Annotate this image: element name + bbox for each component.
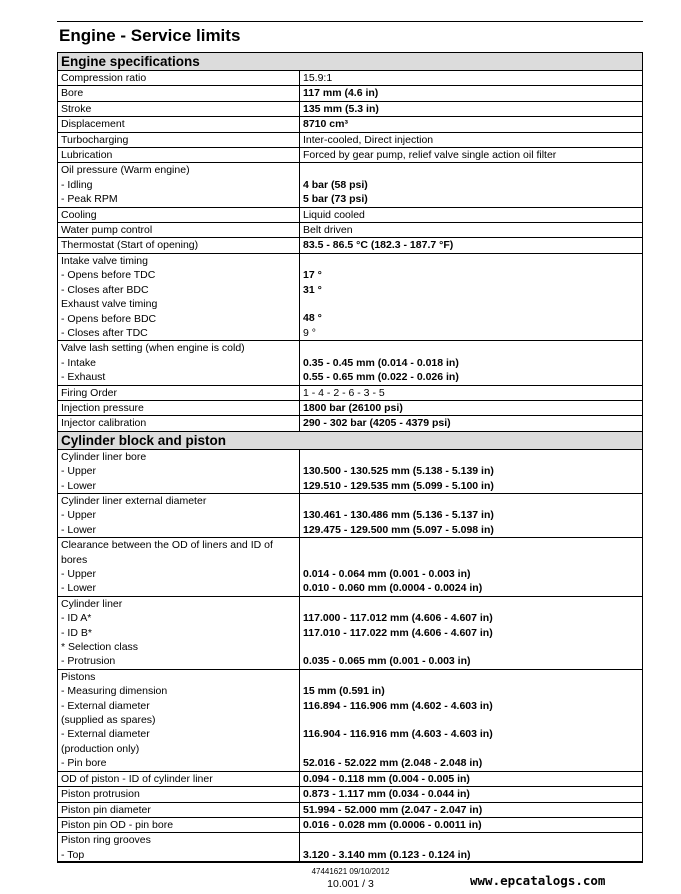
spec-label-cell [58,449,300,493]
spec-value: 0.094 - 0.118 mm (0.004 - 0.005 in) [303,772,470,785]
spec-label: Cylinder liner external diameter [61,494,207,507]
table-row [58,86,643,101]
spec-value: 130.461 - 130.486 mm (5.136 - 5.137 in) [303,509,494,522]
spec-label: Cooling [61,208,97,221]
spec-value [303,341,639,355]
spec-value: 0.55 - 0.65 mm (0.022 - 0.026 in) [303,371,459,384]
spec-label-cell [58,669,300,771]
spec-label: - Closes after TDC [61,326,148,339]
table-row [58,223,643,238]
spec-label: Injector calibration [61,417,147,430]
spec-value-cell [300,253,643,340]
section-heading: Engine specifications [58,53,643,71]
table-row [58,163,643,207]
table-row [58,493,643,537]
spec-label: - Idling [61,178,93,191]
spec-label: Intake valve timing [61,254,148,267]
spec-value: 117.010 - 117.022 mm (4.606 - 4.607 in) [303,626,493,639]
spec-label-cell [58,148,300,163]
table-row [58,787,643,802]
spec-value [303,538,639,552]
spec-value: 8710 cm³ [303,118,348,131]
spec-label-cell [58,596,300,669]
spec-label-cell [58,400,300,415]
spec-label: - Measuring dimension [61,685,168,698]
spec-label: - Opens before TDC [61,269,156,282]
spec-value: 0.010 - 0.060 mm (0.0004 - 0.0024 in) [303,582,483,595]
spec-value-cell [300,833,643,863]
spec-value: 0.35 - 0.45 mm (0.014 - 0.018 in) [303,356,459,369]
spec-label: - Protrusion [61,655,116,668]
table-row [58,117,643,132]
spec-value [303,640,639,654]
spec-value: 31 ° [303,283,322,296]
spec-value-cell [300,223,643,238]
table-row [58,596,643,669]
spec-value: 117 mm (4.6 in) [303,87,379,100]
spec-value-cell [300,493,643,537]
spec-value-cell [300,802,643,817]
spec-label: Displacement [61,118,125,131]
spec-label: Piston pin diameter [61,803,151,816]
spec-label: Compression ratio [61,72,147,84]
spec-value: 0.873 - 1.117 mm (0.034 - 0.044 in) [303,788,470,801]
spec-value [303,670,639,684]
spec-value: 116.904 - 116.916 mm (4.603 - 4.603 in) [303,728,493,741]
spec-label-cell [58,238,300,253]
spec-label: - External diameter [61,699,150,712]
spec-value-cell [300,86,643,101]
spec-value [303,742,639,756]
spec-label: - ID A* [61,612,92,625]
spec-label: (production only) [61,742,140,755]
spec-label: - Lower [61,479,97,492]
spec-label-cell [58,787,300,802]
spec-label-cell [58,385,300,400]
spec-label: - Upper [61,509,97,522]
spec-label: - Peak RPM [61,193,118,206]
spec-label: - Top [61,848,85,861]
spec-value: 3.120 - 3.140 mm (0.123 - 0.124 in) [303,848,471,861]
spec-value [303,597,639,611]
spec-value-cell [300,163,643,207]
spec-value-cell [300,416,643,431]
spec-value-cell [300,538,643,597]
spec-label: Valve lash setting (when engine is cold) [61,342,245,355]
spec-label-cell [58,86,300,101]
spec-label-cell [58,833,300,863]
spec-label: Piston protrusion [61,788,140,801]
doc-ref-text: 47441621 09/10/2012 [311,867,390,876]
spec-label: bores [61,553,88,566]
spec-label-cell [58,771,300,786]
spec-label-cell [58,341,300,385]
table-row [58,449,643,493]
table-row [58,238,643,253]
bottom-rule [57,861,643,862]
spec-value: 1 - 4 - 2 - 6 - 3 - 5 [303,386,385,399]
spec-value: 4 bar (58 psi) [303,178,368,191]
spec-label: Cylinder liner bore [61,450,147,463]
spec-label: Clearance between the OD of liners and ID of [61,539,273,552]
spec-label-cell [58,71,300,86]
table-row [58,416,643,431]
spec-value-cell [300,117,643,132]
spec-value-cell [300,817,643,832]
spec-value: 0.014 - 0.064 mm (0.001 - 0.003 in) [303,567,471,580]
spec-value: 290 - 302 bar (4205 - 4379 psi) [303,417,451,430]
spec-value-cell [300,449,643,493]
spec-label: Oil pressure (Warm engine) [61,164,190,177]
spec-value: 0.016 - 0.028 mm (0.0006 - 0.0011 in) [303,818,482,831]
section-header [58,431,643,449]
table-row [58,341,643,385]
spec-label: Stroke [61,102,92,115]
spec-value [303,450,639,464]
spec-value: 9 ° [303,326,316,339]
spec-value: 129.510 - 129.535 mm (5.099 - 5.100 in) [303,479,494,492]
spec-label: - Upper [61,568,97,580]
spec-value [303,713,639,727]
spec-value-cell [300,238,643,253]
spec-value-cell [300,341,643,385]
spec-value-cell [300,385,643,400]
spec-value: 15.9:1 [303,72,333,84]
spec-label: - Lower [61,523,97,536]
table-row [58,385,643,400]
spec-label: Piston ring grooves [61,834,151,847]
spec-label: Water pump control [61,224,153,237]
page-title: Engine - Service limits [59,26,241,45]
spec-value: 117.000 - 117.012 mm (4.606 - 4.607 in) [303,612,493,625]
spec-label: Lubrication [61,149,113,162]
table-row [58,833,643,863]
spec-value [303,833,639,847]
spec-label: Pistons [61,670,96,683]
spec-value: Forced by gear pump, relief valve single action oil filter [303,149,557,162]
table-row [58,669,643,771]
spec-value-cell [300,101,643,116]
top-rule [57,21,643,22]
spec-label: - Pin bore [61,757,107,770]
spec-label: - Closes after BDC [61,283,149,296]
spec-label-cell [58,538,300,597]
table-row [58,253,643,340]
spec-value: 0.035 - 0.065 mm (0.001 - 0.003 in) [303,655,471,668]
spec-value: 1800 bar (26100 psi) [303,401,403,414]
spec-label: OD of piston - ID of cylinder liner [61,772,213,785]
spec-value: 17 ° [303,269,322,282]
spec-label: * Selection class [61,641,139,654]
spec-value: Liquid cooled [303,208,365,221]
section-heading: Cylinder block and piston [58,431,643,449]
spec-label-cell [58,253,300,340]
spec-value: 83.5 - 86.5 °C (182.3 - 187.7 °F) [303,239,454,252]
spec-value: 48 ° [303,312,322,325]
spec-value: 15 mm (0.591 in) [303,685,385,698]
table-row [58,802,643,817]
table-row [58,148,643,163]
spec-label: Firing Order [61,386,118,399]
spec-value [303,297,639,311]
spec-label: - Exhaust [61,371,106,384]
spec-label-cell [58,416,300,431]
spec-label: - Lower [61,582,97,595]
table-row [58,207,643,222]
table-row [58,538,643,597]
spec-label-cell [58,493,300,537]
spec-label: Thermostat (Start of opening) [61,239,199,252]
spec-label-cell [58,132,300,147]
spec-label: Turbocharging [61,133,129,146]
spec-value: 52.016 - 52.022 mm (2.048 - 2.048 in) [303,757,483,770]
table-row [58,101,643,116]
spec-value [303,553,639,567]
spec-value-cell [300,148,643,163]
spec-label: - External diameter [61,728,150,741]
table-row [58,771,643,786]
table-row [58,817,643,832]
spec-value-cell [300,207,643,222]
spec-label: - ID B* [61,626,92,639]
spec-label-cell [58,163,300,207]
spec-value [303,163,639,177]
spec-label-cell [58,802,300,817]
spec-label: Injection pressure [61,401,144,414]
spec-value: 135 mm (5.3 in) [303,102,379,115]
spec-value: 51.994 - 52.000 mm (2.047 - 2.047 in) [303,803,483,816]
spec-label: - Opens before BDC [61,312,157,325]
spec-label-cell [58,117,300,132]
spec-label: - Intake [61,356,97,369]
spec-label: - Upper [61,465,97,478]
page-number-text: 10.001 / 3 [327,878,374,890]
spec-value: Belt driven [303,224,353,237]
spec-value-cell [300,787,643,802]
spec-label: Exhaust valve timing [61,298,158,311]
spec-value: 130.500 - 130.525 mm (5.138 - 5.139 in) [303,465,494,478]
spec-value: 5 bar (73 psi) [303,193,368,206]
spec-value: 116.894 - 116.906 mm (4.602 - 4.603 in) [303,699,493,712]
spec-label: Cylinder liner [61,597,123,610]
spec-value-cell [300,71,643,86]
spec-value: 129.475 - 129.500 mm (5.097 - 5.098 in) [303,523,494,536]
spec-value-cell [300,132,643,147]
spec-value [303,494,639,508]
spec-value-cell [300,669,643,771]
spec-value-cell [300,400,643,415]
table-row [58,400,643,415]
table-row [58,132,643,147]
table-row [58,71,643,86]
watermark-link[interactable]: www.epcatalogs.com [470,873,606,888]
spec-label: Bore [61,87,84,100]
spec-value-cell [300,771,643,786]
spec-label: (supplied as spares) [61,714,156,727]
spec-value [303,254,639,268]
spec-label-cell [58,817,300,832]
service-limits-table [57,52,643,863]
spec-label-cell [58,223,300,238]
spec-value-cell [300,596,643,669]
spec-label-cell [58,207,300,222]
spec-label-cell [58,101,300,116]
spec-label: Piston pin OD - pin bore [61,818,174,831]
section-header [58,53,643,71]
spec-value: Inter-cooled, Direct injection [303,133,434,146]
